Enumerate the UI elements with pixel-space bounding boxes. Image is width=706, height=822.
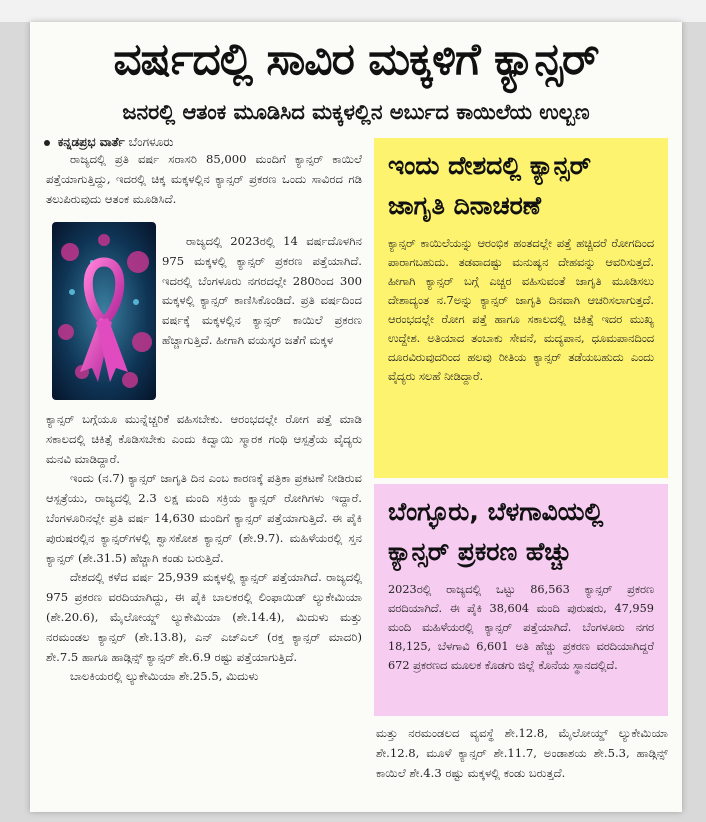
pink-ribbon-icon: [52, 222, 156, 400]
continuation-paragraph: ಮತ್ತು ನರಮಂಡಲದ ವ್ಯವಸ್ಥೆ ಶೇ.12.8, ಮೈಲೋಯ್ಡ್ ಲ್ಯುಕೇಮಿಯಾ ಶೇ.12.8, ಮೂಳೆ ಕ್ಯಾನ್ಸರ್ ಶೇ.11.7, ಅಂಡಾಶಯ ಶೇ.5.3, ಹಾಡ್ಗಿನ್ಸ್ ಕಾಯಿಲೆ ಶೇ.4.3 ರಷ್ಟು ಮಕ್ಕಳಲ್ಲಿ ಕಂಡು ಬರುತ್ತದೆ.: [376, 726, 668, 780]
byline-place: ಬೆಂಗಳೂರು: [128, 135, 174, 149]
body-paragraph-3: ಇಂದು (ನ.7) ಕ್ಯಾನ್ಸರ್ ಜಾಗೃತಿ ದಿನ ಎಂಬ ಕಾರಣಕ್ಕೆ ಪತ್ರಿಕಾ ಪ್ರಕಟಣೆ ನೀಡಿರುವ ಆಸ್ಪತ್ರೆಯು, ರಾಜ್ಯದಲ್ಲಿ 2.3 ಲಕ್ಷ ಮಂದಿ ಸಕ್ರಿಯ ಕ್ಯಾನ್ಸರ್ ರೋಗಿಗಳು ಇದ್ದಾರೆ. ಬೆಂಗಳೂರಿನಲ್ಲೇ ಪ್ರತಿ ವರ್ಷ 14,630 ಮಂದಿಗೆ ಕ್ಯಾನ್ಸರ್ ಪತ್ತೆಯಾಗುತ್ತಿದೆ. ಈ ಪೈಕಿ ಪುರುಷರಲ್ಲಿನ ಕ್ಯಾನ್ಸರ್‌ಗಳಲ್ಲಿ ಶ್ವಾಸಕೋಶ ಕ್ಯಾನ್ಸರ್ (ಶೇ.9.7). ಮಹಿಳೆಯರಲ್ಲಿ ಸ್ತನ ಕ್ಯಾನ್ಸರ್ (ಶೇ.31.5) ಹೆಚ್ಚಾಗಿ ಕಂಡು ಬರುತ್ತಿದೆ.: [46, 471, 362, 565]
intro-paragraph: ರಾಜ್ಯದಲ್ಲಿ ಪ್ರತಿ ವರ್ಷ ಸರಾಸರಿ 85,000 ಮಂದಿಗೆ ಕ್ಯಾನ್ಸರ್ ಕಾಯಿಲೆ ಪತ್ತೆಯಾಗುತ್ತಿದ್ದು, ಇದರಲ್ಲಿ ಚಿಕ್ಕ ಮಕ್ಕಳಲ್ಲಿನ ಕ್ಯಾನ್ಸರ್ ಪ್ರಕರಣ ಒಂದು ಸಾವಿರದ ಗಡಿ ತಲುಪಿರುವುದು ಆತಂಕ ಮೂಡಿಸಿದೆ.: [46, 152, 362, 206]
article-continuation: [376, 724, 668, 783]
article-body: [46, 410, 362, 687]
body-paragraph-5: ಬಾಲಕಿಯರಲ್ಲಿ ಲ್ಯುಕೇಮಿಯಾ ಶೇ.25.5, ಮಿದುಳು: [70, 669, 259, 684]
awareness-day-body: ಕ್ಯಾನ್ಸರ್ ಕಾಯಿಲೆಯನ್ನು ಆರಂಭಿಕ ಹಂತದಲ್ಲೇ ಪತ್ತೆ ಹಚ್ಚಿದರೆ ರೋಗದಿಂದ ಪಾರಾಗಬಹುದು. ತಡವಾದಷ್ಟು ಮನುಷ್ಯನ ದೇಹವನ್ನು ಆವರಿಸುತ್ತದೆ. ಹೀಗಾಗಿ ಕ್ಯಾನ್ಸರ್ ಬಗ್ಗೆ ಎಚ್ಚರ ವಹಿಸುವಂತೆ ಜಾಗೃತಿ ಮೂಡಿಸಲು ದೇಶಾದ್ಯಂತ ನ.7ಅನ್ನು ಕ್ಯಾನ್ಸರ್ ಜಾಗೃತಿ ದಿನವಾಗಿ ಆಚರಿಸಲಾಗುತ್ತದೆ. ಆರಂಭದಲ್ಲೇ ರೋಗ ಪತ್ತೆ ಹಾಗೂ ಸಕಾಲದಲ್ಲಿ ಚಿಕಿತ್ಸೆ ಇದರ ಮುಖ್ಯ ಉದ್ದೇಶ. ಅತಿಯಾದ ತಂಬಾಕು ಸೇವನೆ, ಮದ್ಯಪಾನ, ಧೂಮಪಾನದಿಂದ ದೂರವಿರುವುದರಿಂದ ಹಲವು ರೀತಿಯ ಕ್ಯಾನ್ಸರ್ ತಡೆಯಬಹುದು ಎಂದು ವೈದ್ಯರು ಸಲಹೆ ನೀಡಿದ್ದಾರೆ.: [388, 237, 654, 383]
wrap-paragraph: ರಾಜ್ಯದಲ್ಲಿ 2023ರಲ್ಲಿ 14 ವರ್ಷದೊಳಗಿನ 975 ಮಕ್ಕಳಲ್ಲಿ ಕ್ಯಾನ್ಸರ್ ಪ್ರಕರಣ ಪತ್ತೆಯಾಗಿದೆ. ಇದರಲ್ಲಿ ಬೆಂಗಳೂರು ನಗರದಲ್ಲೇ 280ರಿಂದ 300 ಮಕ್ಕಳಲ್ಲಿ ಕ್ಯಾನ್ಸರ್ ಕಾಣಿಸಿಕೊಂಡಿದೆ. ಪ್ರತಿ ವರ್ಷದಿಂದ ವರ್ಷಕ್ಕೆ ಮಕ್ಕಳಲ್ಲಿನ ಕ್ಯಾನ್ಸರ್ ಕಾಯಿಲೆ ಪ್ರಕರಣ ಹೆಚ್ಚಾಗುತ್ತಿದೆ. ಹೀಗಾಗಿ ವಯಸ್ಕರ ಜತೆಗೆ ಮಕ್ಕಳ: [162, 234, 362, 347]
top-strip: [0, 0, 706, 22]
awareness-day-box: [374, 138, 668, 478]
district-cases-title: ಬೆಂಗ್ಳೂರು, ಬೆಳಗಾವಿಯಲ್ಲಿ ಕ್ಯಾನ್ಸರ್ ಪ್ರಕರಣ ಹೆಚ್ಚು: [388, 497, 604, 566]
article-wrap-column: [162, 232, 362, 351]
byline-paper: ಕನ್ನಡಪ್ರಭ ವಾರ್ತೆ: [57, 135, 125, 149]
body-paragraph-4: ದೇಶದಲ್ಲಿ ಕಳೆದ ವರ್ಷ 25,939 ಮಕ್ಕಳಲ್ಲಿ ಕ್ಯಾನ್ಸರ್ ಪತ್ತೆಯಾಗಿದೆ. ರಾಜ್ಯದಲ್ಲಿ 975 ಪ್ರಕರಣ ವರದಿಯಾಗಿದ್ದು, ಈ ಪೈಕಿ ಬಾಲಕರಲ್ಲಿ ಲಿಂಫಾಯಿಡ್ ಲ್ಯುಕೇಮಿಯಾ (ಶೇ.20.6), ಮೈಲೋಯ್ಡ್ ಲ್ಯುಕೇಮಿಯಾ (ಶೇ.14.4), ಮಿದುಳು ಮತ್ತು ನರಮಂಡಲ ಕ್ಯಾನ್ಸರ್ (ಶೇ.13.8), ಎನ್ ಎಚ್‌ಎಲ್ (ರಕ್ತ ಕ್ಯಾನ್ಸರ್ ಮಾದರಿ) ಶೇ.7.5 ಹಾಗೂ ಹಾಡ್ಗಿನ್ಸ್ ಕ್ಯಾನ್ಸರ್ ಶೇ.6.9 ರಷ್ಟು ಪತ್ತೆಯಾಗುತ್ತಿದೆ.: [46, 570, 362, 664]
byline: [44, 134, 173, 150]
bullet-icon: [44, 140, 50, 146]
newspaper-clipping: [30, 22, 682, 812]
subheadline: ಜನರಲ್ಲಿ ಆತಂಕ ಮೂಡಿಸಿದ ಮಕ್ಕಳಲ್ಲಿನ ಅರ್ಬುದ ಕಾಯಿಲೆಯ ಉಲ್ಬಣ: [122, 100, 590, 124]
headline: ವರ್ಷದಲ್ಲಿ ಸಾವಿರ ಮಕ್ಕಳಿಗೆ ಕ್ಯಾನ್ಸರ್: [113, 34, 599, 85]
article-intro: [46, 150, 362, 209]
body-paragraph-2: ಕ್ಯಾನ್ಸರ್ ಬಗ್ಗೆಯೂ ಮುನ್ನೆಚ್ಚರಿಕೆ ವಹಿಸಬೇಕು. ಆರಂಭದಲ್ಲೇ ರೋಗ ಪತ್ತೆ ಮಾಡಿ ಸಕಾಲದಲ್ಲಿ ಚಿಕಿತ್ಸೆ ಕೊಡಿಸಬೇಕು ಎಂದು ಕಿದ್ವಾಯಿ ಸ್ಮಾರಕ ಗಂಥಿ ಆಸ್ಪತ್ರೆಯ ವೈದ್ಯರು ಮನವಿ ಮಾಡಿದ್ದಾರೆ.: [46, 412, 362, 466]
district-cases-box: [374, 484, 668, 716]
awareness-day-title: ಇಂದು ದೇಶದಲ್ಲಿ ಕ್ಯಾನ್ಸರ್ ಜಾಗೃತಿ ದಿನಾಚರಣೆ: [388, 151, 592, 220]
pink-ribbon-photo: [52, 222, 156, 400]
district-cases-body: 2023ರಲ್ಲಿ ರಾಜ್ಯದಲ್ಲಿ ಒಟ್ಟು 86,563 ಕ್ಯಾನ್ಸರ್ ಪ್ರಕರಣ ವರದಿಯಾಗಿದೆ. ಈ ಪೈಕಿ 38,604 ಮಂದಿ ಪುರುಷರು, 47,959 ಮಂದಿ ಮಹಿಳೆಯರಲ್ಲಿ ಕ್ಯಾನ್ಸರ್ ಪತ್ತೆಯಾಗಿದೆ. ಬೆಂಗಳೂರು ನಗರ 18,125, ಬೆಳಗಾವಿ 6,601 ಅತಿ ಹೆಚ್ಚು ಪ್ರಕರಣ ವರದಿಯಾಗಿದ್ದರೆ 672 ಪ್ರಕರಣದ ಮೂಲಕ ಕೊಡಗು ಜಿಲ್ಲೆ ಕೊನೆಯ ಸ್ಥಾನದಲ್ಲಿದೆ.: [388, 583, 654, 672]
